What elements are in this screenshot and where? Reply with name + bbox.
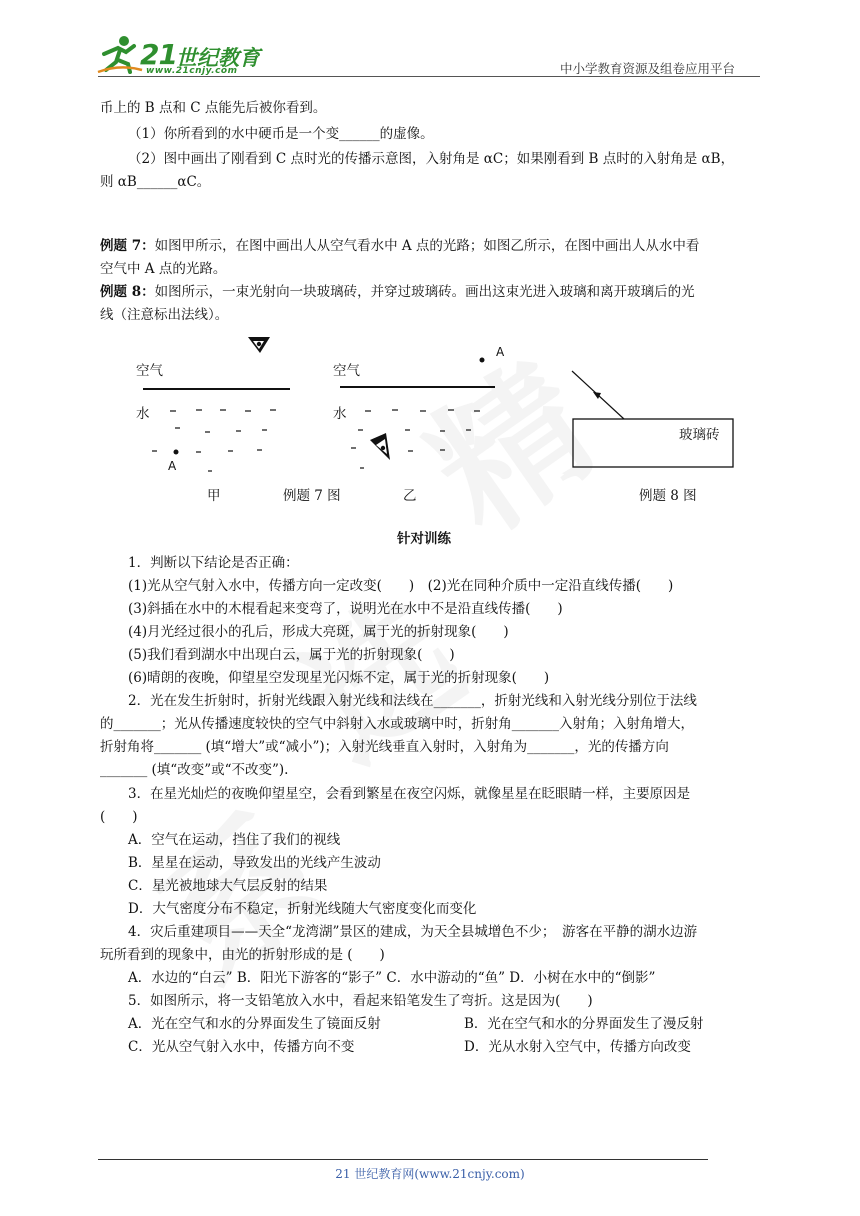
question-2: 2．光在发生折射时，折射光线跟入射光线和法线在_______，折射光线和入射光线分别位于法线: [128, 693, 697, 709]
question-3-cont: ( ): [100, 809, 138, 825]
question-2-cont: 折射角将_______ (填“增大”或“减小”)；入射光线垂直入射时，入射角为_______，光的传播方向: [100, 739, 669, 755]
figure-yi: [340, 358, 495, 469]
question-1: 1．判断以下结论是否正确：: [128, 555, 299, 571]
logo-text: 世纪教育: [176, 46, 260, 70]
label-water: 水: [136, 406, 150, 422]
example-8-label: 例题 8：: [100, 284, 155, 300]
question-1-item: (3)斜插在水中的木棍看起来变弯了，说明光在水中不是沿直线传播( ): [128, 601, 563, 617]
option-c: C．星光被地球大气层反射的结果: [128, 878, 328, 894]
caption-yi: 乙: [403, 488, 417, 504]
option-a: A．空气在运动，挡住了我们的视线: [128, 832, 341, 848]
question-1-item: (5)我们看到湖水中出现白云，属于光的折射现象( ): [128, 647, 455, 663]
caption-example-7: 例题 7 图: [283, 488, 341, 504]
footer-text: 21 世纪教育网(www.21cnjy.com): [335, 1167, 525, 1181]
intro-question-1: （1）你所看到的水中硬币是一个变______的虚像。: [128, 126, 434, 142]
label-point-a: A: [496, 345, 505, 359]
runner-logo-icon: [96, 34, 144, 74]
label-air: 空气: [333, 363, 360, 379]
figure-glass-brick: [572, 371, 733, 467]
question-2-cont: 的_______；光从传播速度较快的空气中斜射入水或玻璃中时，折射角_______入射角；入射角增大，: [100, 716, 694, 732]
question-1-item: (1)光从空气射入水中，传播方向一定改变( ) (2)光在同种介质中一定沿直线传播( ): [128, 578, 674, 594]
label-air: 空气: [136, 363, 163, 379]
label-point-a: A: [168, 459, 177, 473]
option-d: D．光从水射入空气中，传播方向改变: [464, 1039, 691, 1055]
header-rule: [98, 76, 760, 77]
question-2-cont: _______ (填“改变”或“不改变”).: [100, 762, 289, 778]
question-4-cont: 玩所看到的现象中，由光的折射形成的是 ( ): [100, 947, 385, 963]
logo-number: 21: [140, 38, 177, 71]
question-4-options: A．水边的“白云” B．阳光下游客的“影子” C．水中游动的“鱼” D．小树在水中的“倒影”: [128, 970, 656, 986]
footer-rule: [98, 1159, 708, 1160]
eye-icon: [248, 337, 270, 353]
intro-question-2-cont: 则 αB______αC。: [100, 174, 211, 190]
example-7-text: 如图甲所示，在图中画出人从空气看水中 A 点的光路；如图乙所示，在图中画出人从水中看: [154, 238, 700, 254]
option-d: D．大气密度分布不稳定，折射光线随大气密度变化而变化: [128, 901, 477, 917]
question-5: 5．如图所示，将一支铅笔放入水中，看起来铅笔发生了弯折。这是因为( ): [128, 993, 593, 1009]
example-7-cont: 空气中 A 点的光路。: [100, 261, 227, 277]
training-title: 针对训练: [397, 531, 451, 547]
point-a-dot: [480, 358, 485, 363]
caption-jia: 甲: [207, 488, 221, 504]
example-8-text: 如图所示，一束光射向一块玻璃砖，并穿过玻璃砖。画出这束光进入玻璃和离开玻璃后的光: [154, 284, 695, 300]
example-7-label: 例题 7：: [100, 238, 155, 254]
caption-example-8: 例题 8 图: [639, 488, 697, 504]
example-7: [100, 236, 699, 256]
question-1-item: (4)月光经过很小的孔后，形成大亮斑，属于光的折射现象( ): [128, 624, 509, 640]
label-water: 水: [333, 406, 347, 422]
option-a: A．光在空气和水的分界面发生了镜面反射: [128, 1016, 381, 1032]
point-a-dot: [174, 450, 179, 455]
eye-icon: [370, 433, 390, 460]
question-3: 3．在星光灿烂的夜晚仰望星空，会看到繁星在夜空闪烁，就像星星在眨眼睛一样，主要原因是: [128, 786, 691, 802]
question-4: 4．灾后重建项目——天全“龙湾湖”景区的建成，为天全县城增色不少； 游客在平静的湖水边游: [128, 924, 698, 940]
intro-question-2: （2）图中画出了刚看到 C 点时光的传播示意图，入射角是 αC；如果刚看到 B 点时的入射角是 αB，: [128, 151, 735, 167]
option-c: C．光从空气射入水中，传播方向不变: [128, 1039, 355, 1055]
logo-url: www.21cnjy.com: [146, 66, 238, 76]
example-8: [100, 282, 695, 302]
option-b: B．星星在运动，导致发出的光线产生波动: [128, 855, 381, 871]
figure-jia: [143, 337, 290, 471]
intro-line: 币上的 B 点和 C 点能先后被你看到。: [100, 100, 327, 116]
example-figures: [0, 320, 860, 480]
platform-name: 中小学教育资源及组卷应用平台: [560, 61, 736, 76]
label-glass: 玻璃砖: [679, 427, 720, 443]
example-8-cont: 线（注意标出法线）。: [100, 307, 229, 323]
option-b: B．光在空气和水的分界面发生了漫反射: [464, 1016, 704, 1032]
question-1-item: (6)晴朗的夜晚，仰望星空发现星光闪烁不定，属于光的折射现象( ): [128, 670, 550, 686]
